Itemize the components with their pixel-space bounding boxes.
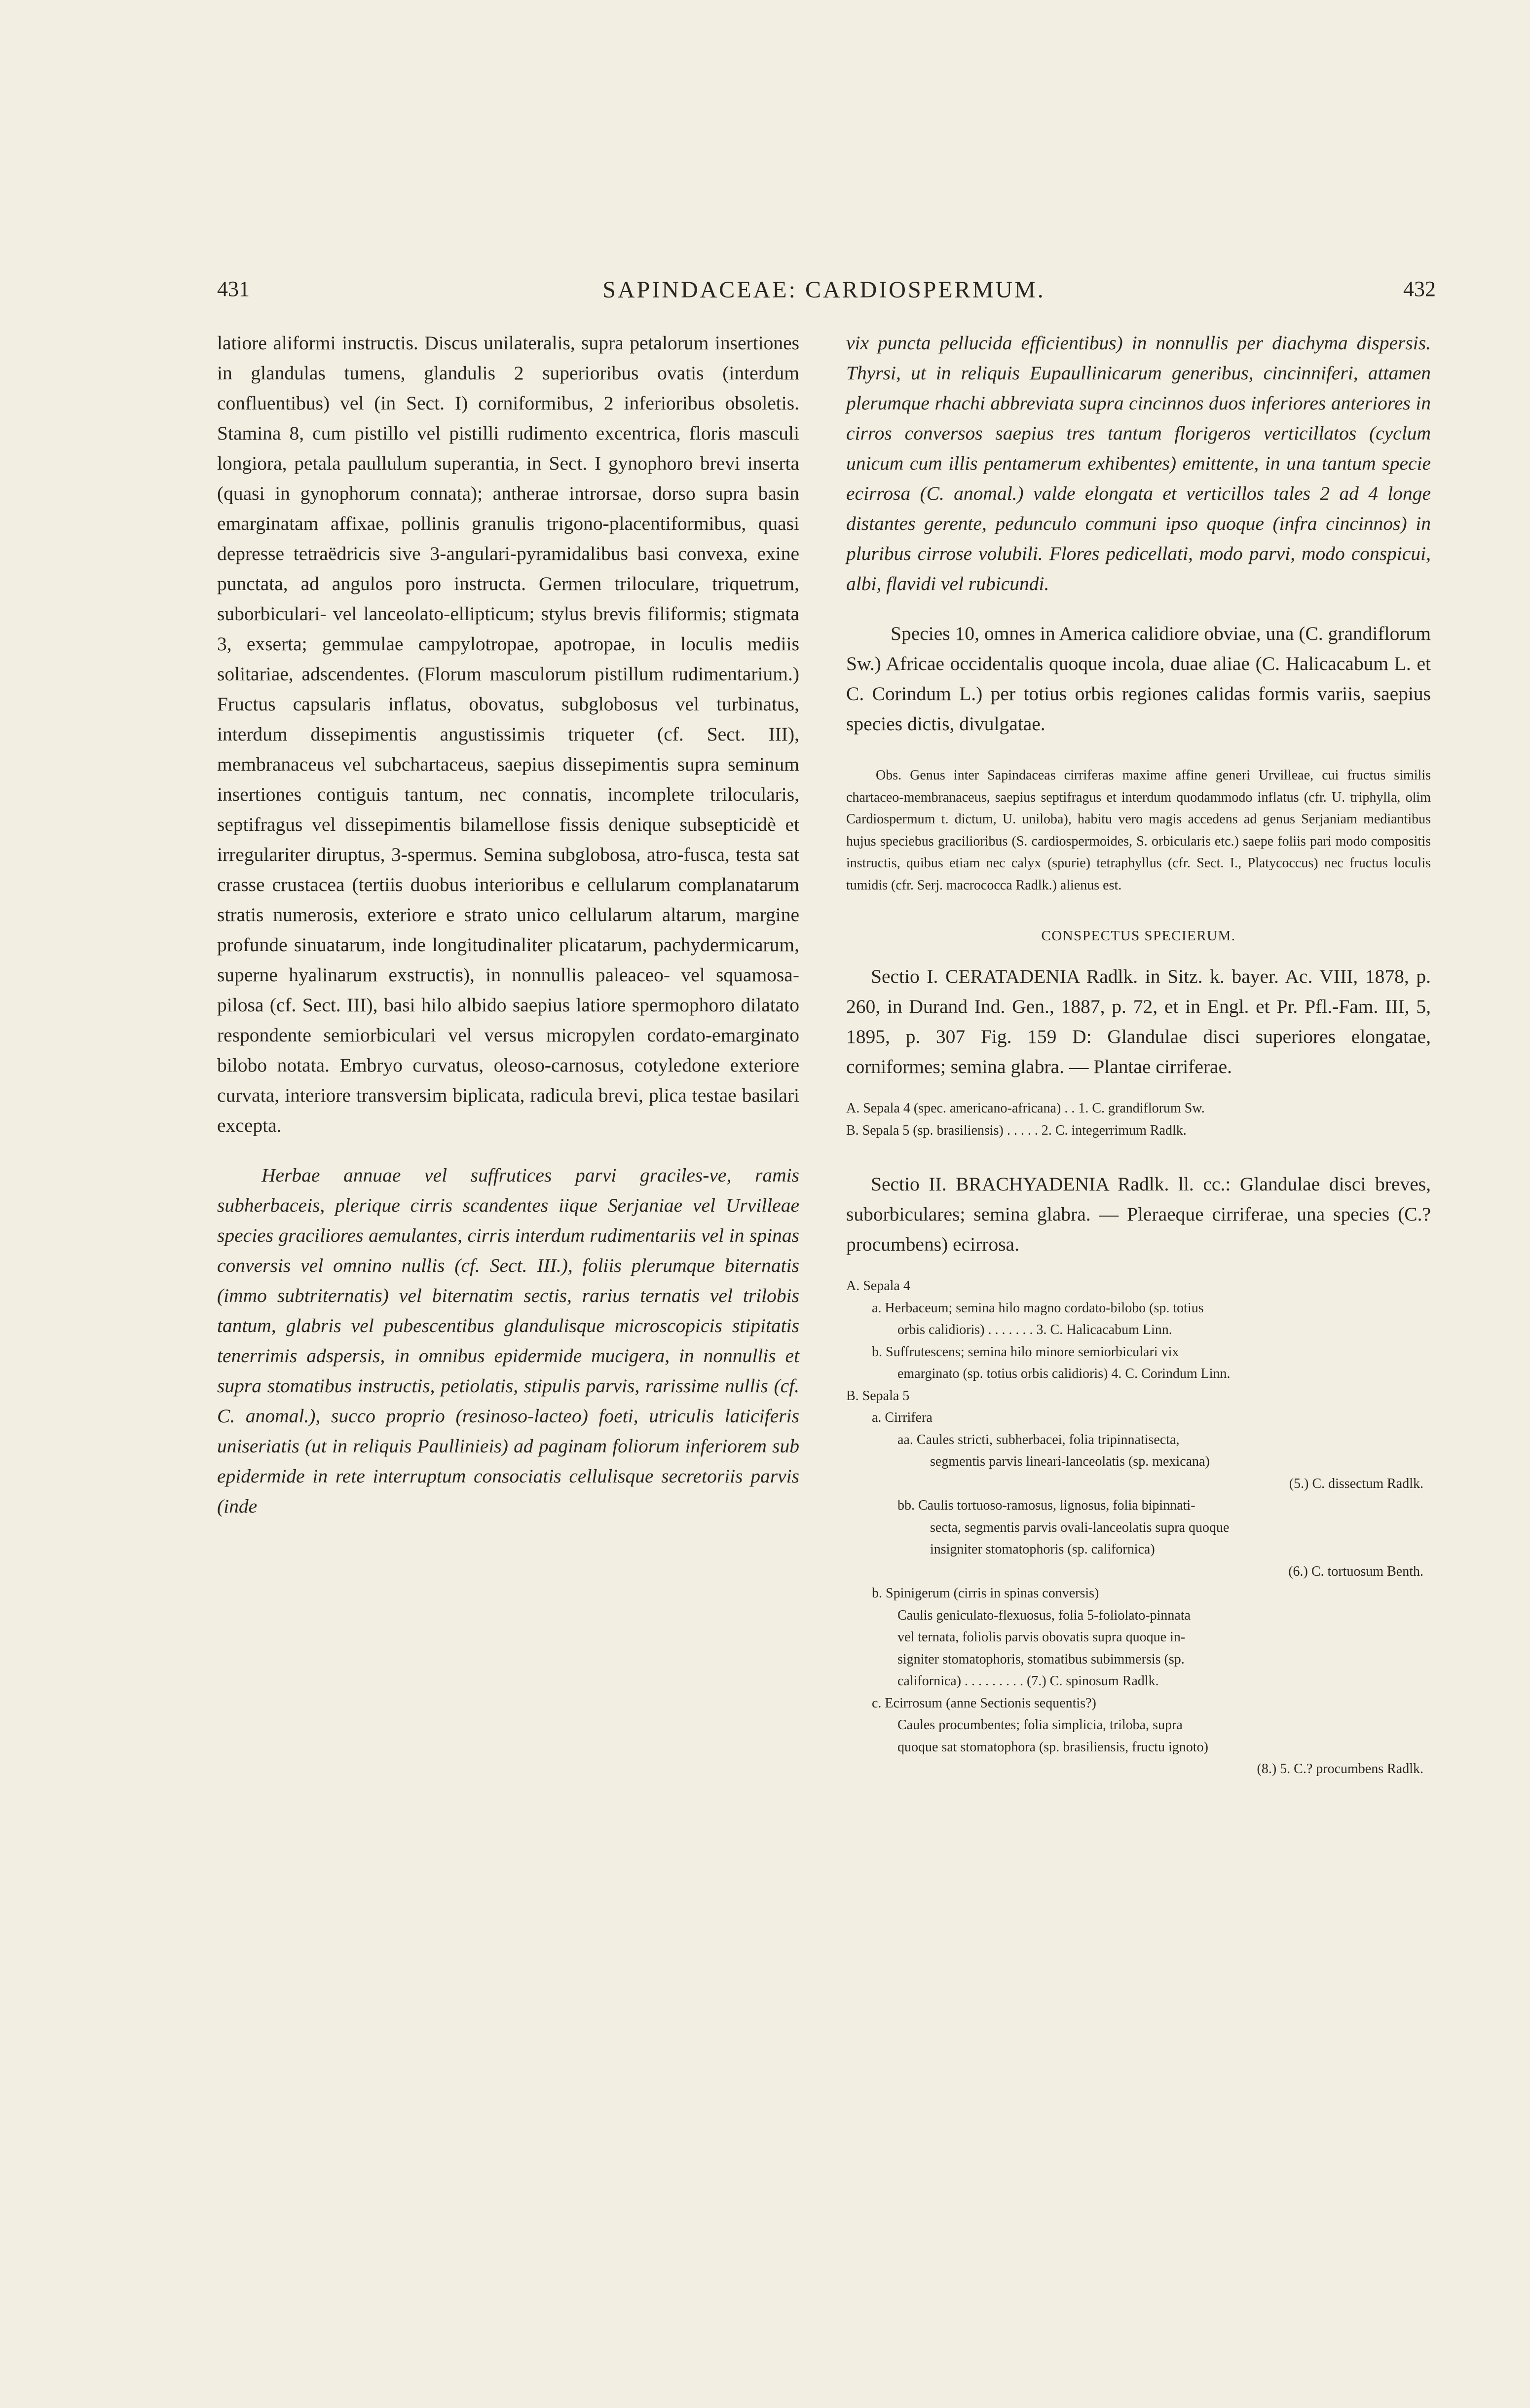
key-line: Caules procumbentes; folia simplicia, triloba, supra bbox=[897, 1717, 1183, 1733]
key-line: B. Sepala 5 (sp. brasiliensis) . . . . . 2. C. integerrimum Radlk. bbox=[846, 1122, 1187, 1138]
page-number-left: 431 bbox=[217, 277, 250, 301]
key-line: quoque sat stomatophora (sp. brasiliensis, fructu ignoto) bbox=[897, 1739, 1208, 1755]
key-sectio-1 bbox=[846, 1098, 1431, 1142]
observation-note: Obs. Genus inter Sapindaceas cirriferas maxime affine generi Urvilleae, cui fructus similis chartaceo-membranaceus, saepius septifragus et interdum quodammodo inflatus (cfr. U. triphylla, olim Cardiospermum t. dictum, U. uniloba), habitu vero magis accedens ad genus Serjaniam mediantibus hujus speciebus gracilioribus (S. cardiospermoides, S. orbicularis etc.) saepe foliis pari modo compositis instructis, quibus etiam nec calyx (spurie) tetraphyllus (cfr. Sect. I., Platycoccus) nec fructus loculis tumidis (cfr. Serj. macrococca Radlk.) alienus est. bbox=[846, 768, 1431, 893]
right-column bbox=[846, 328, 1431, 1780]
key-line: (8.) 5. C.? procumbens Radlk. bbox=[1257, 1761, 1423, 1777]
species-paragraph: Species 10, omnes in America calidiore obviae, una (C. grandiflorum Sw.) Africae occidentalis quoque incola, duae aliae (C. Halicacabum L. et C. Corindum L.) per totius orbis regiones calidas formis variis, saepius species dictis, divulgatae. bbox=[846, 623, 1431, 735]
key-line: Caulis geniculato-flexuosus, folia 5-foliolato-pinnata bbox=[897, 1607, 1191, 1623]
habit-paragraph: Herbae annuae vel suffrutices parvi graciles-ve, ramis subherbaceis, plerique cirris scandentes iique Serjaniae vel Urvilleae species graciliores aemulantes, cirris interdum rudimentariis vel in spinas conversis vel omnino nullis (cf. Sect. III.), foliis plerumque biternatis (immo subtriternatis) vel biternatim sectis, rarius ternatis vel trilobis tantum, glabris vel pubescentibus glandulisque microscopicis stipitatis tenerrimis adspersis, in omnibus epidermide mucigera, in nonnullis et supra stomatibus instructis, petiolatis, stipulis parvis, rarissime nullis (cf. C. anomal.), succo proprio (resinoso-lacteo) foeti, utriculis laticiferis uniseriatis (ut in reliquis Paullinieis) ad paginam foliorum inferiorem sub epidermide in rete interruptum consociatis cellulisque secretoriis parvis (inde bbox=[217, 1164, 799, 1517]
key-line: B. Sepala 5 bbox=[846, 1388, 910, 1404]
key-line: A. Sepala 4 (spec. americano-africana) . . 1. C. grandiflorum Sw. bbox=[846, 1101, 1205, 1116]
running-title: SAPINDACEAE: CARDIOSPERMUM. bbox=[602, 277, 1045, 303]
key-line: a. Herbaceum; semina hilo magno cordato-bilobo (sp. totius bbox=[872, 1300, 1204, 1316]
sectio-2: Sectio II. BRACHYADENIA Radlk. ll. cc.: Glandulae disci breves, suborbiculares; semina glabra. — Pleraeque cirriferae, una species (C.? procumbens) ecirrosa. bbox=[846, 1173, 1431, 1255]
key-line: (6.) C. tortuosum Benth. bbox=[1288, 1563, 1423, 1579]
key-line: emarginato (sp. totius orbis calidioris) 4. C. Corindum Linn. bbox=[897, 1366, 1231, 1381]
key-line: A. Sepala 4 bbox=[846, 1278, 910, 1294]
key-line: insigniter stomatophoris (sp. californica) bbox=[930, 1542, 1155, 1557]
sectio-1: Sectio I. CERATADENIA Radlk. in Sitz. k. bayer. Ac. VIII, 1878, p. 260, in Durand Ind. Gen., 1887, p. 72, et in Engl. et Pr. Pfl.-Fam. III, 5, 1895, p. 307 Fig. 159 D: Glandulae disci superiores elongatae, corniformes; semina glabra. — Plantae cirriferae. bbox=[846, 965, 1431, 1077]
description-paragraph: latiore aliformi instructis. Discus unilateralis, supra petalorum insertiones in glandulas tumens, glandulis 2 superioribus ovatis (interdum confluentibus) vel (in Sect. I) corniformibus, 2 inferioribus obsoletis. Stamina 8, cum pistillo vel pistilli rudimento excentrica, floris masculi longiora, petala paullulum superantia, in Sect. I gynophoro brevi inserta (quasi in gynophorum connata); antherae introrsae, dorso supra basin emarginatam affixae, pollinis granulis trigono-placentiformibus, quasi depresse tetraëdricis sive 3-angulari-pyramidalibus basi convexa, exine punctata, ad angulos poro instructa. Germen triloculare, triquetrum, suborbiculari- vel lanceolato-ellipticum; stylus brevis filiformis; stigmata 3, exserta; gemmulae campylotropae, apotropae, in loculis mediis solitariae, adscendentes. (Florum masculorum pistillum rudimentarium.) Fructus capsularis inflatus, obovatus, subglobosus vel turbinatus, interdum dissepimentis angustissimis triqueter (cf. Sect. III), membranaceus vel subchartaceus, saepius dissepimentis supra seminum insertiones contiguis tantum, nec connatis, incomplete trilocularis, septifragus vel dissepimentis bilamellose fissis denique subsepticidè et irregulariter diruptus, 3-spermus. Semina subglobosa, atro-fusca, testa sat crasse crustacea (tertiis duobus interioribus e cellularum complanatarum stratis numerosis, exteriore e strato unico cellularum altarum, margine profunde sinuatarum, inde longitudinaliter plicatarum, pachydermicarum, superne hyalinarum exstructis), in nonnullis paleaceo- vel squamosa-pilosa (cf. Sect. III), basi hilo albido saepius latiore spermophoro dilatato respondente semiorbiculari vel versus micropylen cordato-emarginato bilobo notata. Embryo curvatus, oleoso-carnosus, cotyledone exteriore curvata, interiore transversim biplicata, radicula brevi, plica testae basilari excepta. bbox=[217, 332, 799, 1136]
key-line: aa. Caules stricti, subherbacei, folia tripinnatisecta, bbox=[897, 1432, 1180, 1447]
conspectus-title: CONSPECTUS SPECIERUM. bbox=[1041, 928, 1236, 944]
key-line: orbis calidioris) . . . . . . . 3. C. Halicacabum Linn. bbox=[897, 1322, 1172, 1337]
key-line: a. Cirrifera bbox=[872, 1410, 933, 1425]
key-sectio-2 bbox=[846, 1275, 1431, 1780]
page-number-right: 432 bbox=[1403, 277, 1436, 301]
key-line: signiter stomatophoris, stomatibus subimmersis (sp. bbox=[897, 1651, 1185, 1667]
continuation-paragraph: vix puncta pellucida efficientibus) in nonnullis per diachyma dispersis. Thyrsi, ut in reliquis Eupaullinicarum generibus, cincinniferi, attamen plerumque rhachi abbreviata supra cincinnos duos inferiores anteriores in cirros conversos saepius tres tantum florigeros verticillatos (cyclum unicum cum illis pentamerum exhibentes) emittente, in una tantum specie ecirrosa (C. anomal.) valde elongata et verticillos tales 2 ad 4 longe distantes gerente, pedunculo communi ipso quoque (infra cincinnos) in pluribus cirrose volubili. Flores pedicellati, modo parvi, modo conspicui, albi, flavidi vel rubicundi. bbox=[846, 332, 1431, 594]
key-line: bb. Caulis tortuoso-ramosus, lignosus, folia bipinnati- bbox=[897, 1498, 1195, 1513]
key-line: segmentis parvis lineari-lanceolatis (sp. mexicana) bbox=[930, 1454, 1210, 1469]
key-line: b. Suffrutescens; semina hilo minore semiorbiculari vix bbox=[872, 1344, 1179, 1360]
key-line: b. Spinigerum (cirris in spinas conversis) bbox=[872, 1586, 1099, 1601]
running-header bbox=[212, 276, 1436, 311]
key-line: c. Ecirrosum (anne Sectionis sequentis?) bbox=[872, 1695, 1096, 1711]
key-line: (5.) C. dissectum Radlk. bbox=[1289, 1476, 1423, 1491]
key-line: secta, segmentis parvis ovali-lanceolatis supra quoque bbox=[930, 1519, 1230, 1535]
key-line: vel ternata, foliolis parvis obovatis supra quoque in- bbox=[897, 1630, 1186, 1645]
key-line: californica) . . . . . . . . . (7.) C. spinosum Radlk. bbox=[897, 1673, 1159, 1689]
left-column bbox=[217, 328, 799, 1521]
